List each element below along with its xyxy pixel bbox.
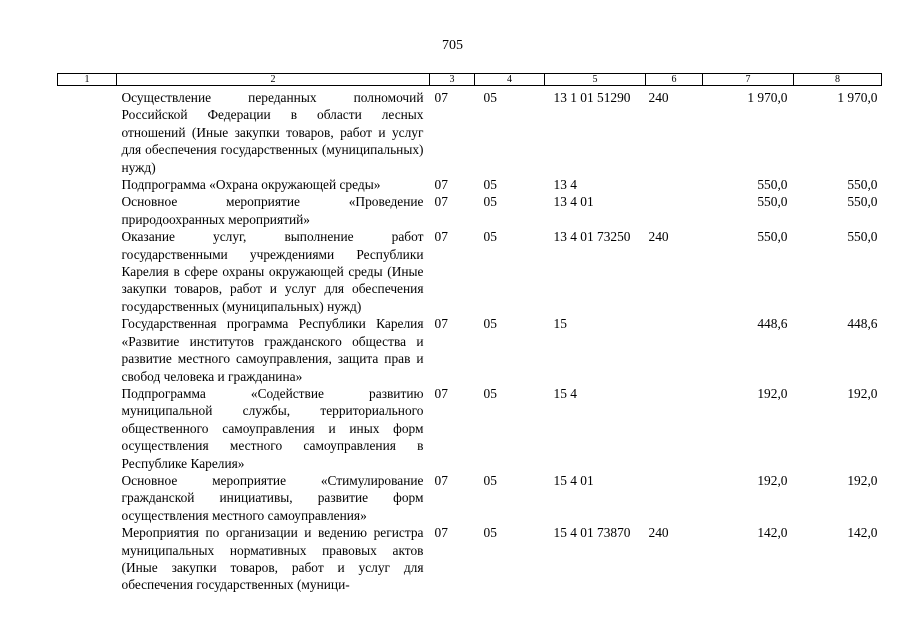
expense-name: Оказание услуг, выполнение работ государственными учреждениями Республики Карелия в сфере охраны окружающей среды (Иные закупки товаров, работ и услуг для обеспечения государственных (муниципальных) нужд) <box>121 229 424 314</box>
column-header-2: 2 <box>117 74 430 86</box>
amount-2: 550,0 <box>847 229 878 245</box>
subsection-code: 05 <box>483 229 497 245</box>
column-number-header <box>58 74 882 86</box>
blank-cell <box>58 524 117 594</box>
expense-name: Основное мероприятие «Стимулирование гражданской инициативы, развитие форм осуществления местного самоуправления» <box>121 472 424 523</box>
expense-type-code <box>646 193 703 228</box>
blank-cell <box>58 193 117 228</box>
column-header-3: 3 <box>430 74 475 86</box>
blank-cell <box>58 472 117 524</box>
table-row <box>58 193 882 228</box>
blank-cell <box>58 86 117 177</box>
amount-2: 550,0 <box>847 194 878 210</box>
amount-1: 142,0 <box>757 525 788 541</box>
section-code: 07 <box>434 525 448 541</box>
column-header-6: 6 <box>646 74 703 86</box>
table-row <box>58 315 882 385</box>
target-article-code: 13 1 01 51290 <box>553 90 631 105</box>
section-code: 07 <box>434 316 448 332</box>
target-article-code: 13 4 01 73250 <box>553 229 631 245</box>
expense-type-code <box>646 176 703 193</box>
blank-cell <box>58 176 117 193</box>
expense-name: Основное мероприятие «Проведение природоохранных мероприятий» <box>121 194 424 227</box>
target-article-code: 15 4 <box>553 385 577 401</box>
amount-1: 192,0 <box>757 385 788 401</box>
expense-type-code <box>646 385 703 472</box>
budget-table <box>57 73 882 594</box>
expense-name: Подпрограмма «Охрана окружающей среды» <box>121 177 381 193</box>
section-code: 07 <box>434 385 448 401</box>
expense-type-code: 240 <box>648 525 669 541</box>
column-header-4: 4 <box>475 74 545 86</box>
amount-1: 550,0 <box>757 177 788 193</box>
header-row <box>58 74 882 86</box>
expense-name: Подпрограмма «Содействие развитию муниципальной службы, территориального общественного самоуправления и иных форм осуществления местного самоуправления в Республике Карелия» <box>121 385 424 471</box>
amount-2: 550,0 <box>847 177 878 193</box>
amount-2: 142,0 <box>847 525 878 541</box>
subsection-code: 05 <box>483 316 497 332</box>
amount-1: 192,0 <box>757 472 788 488</box>
target-article-code: 13 4 01 <box>553 194 594 210</box>
subsection-code: 05 <box>483 385 497 401</box>
blank-cell <box>58 228 117 315</box>
expense-type-code: 240 <box>648 90 669 105</box>
column-header-1: 1 <box>58 74 117 86</box>
expense-name: Осуществление переданных полномочий Российской Федерации в области лесных отношений (Иные закупки товаров, работ и услуг для обеспечения государственных (муниципальных) нужд) <box>121 90 424 175</box>
expense-type-code <box>646 315 703 385</box>
column-header-8: 8 <box>794 74 882 86</box>
target-article-code: 13 4 <box>553 177 577 193</box>
expense-type-code: 240 <box>648 229 669 245</box>
amount-2: 1 970,0 <box>837 90 878 105</box>
amount-2: 192,0 <box>847 472 878 488</box>
target-article-code: 15 <box>553 316 567 332</box>
amount-1: 550,0 <box>757 229 788 245</box>
amount-2: 192,0 <box>847 385 878 401</box>
subsection-code: 05 <box>483 90 497 105</box>
subsection-code: 05 <box>483 525 497 541</box>
table-row <box>58 472 882 524</box>
section-code: 07 <box>434 177 448 193</box>
amount-2: 448,6 <box>847 316 878 332</box>
subsection-code: 05 <box>483 177 497 193</box>
expense-name: Государственная программа Республики Карелия «Развитие институтов гражданского общества и развитие местного самоуправления, защита прав и свобод человека и гражданина» <box>121 316 424 384</box>
table-row <box>58 176 882 193</box>
table-row <box>58 86 882 177</box>
page-number: 705 <box>442 38 463 53</box>
target-article-code: 15 4 01 73870 <box>553 525 631 541</box>
section-code: 07 <box>434 472 448 488</box>
amount-1: 550,0 <box>757 194 788 210</box>
amount-1: 448,6 <box>757 316 788 332</box>
subsection-code: 05 <box>483 194 497 210</box>
section-code: 07 <box>434 229 448 245</box>
expense-name: Мероприятия по организации и ведению регистра муниципальных нормативных правовых актов (Иные закупки товаров, работ и услуг для обеспечения государственных (муници- <box>121 525 424 593</box>
expense-type-code <box>646 472 703 524</box>
column-header-5: 5 <box>545 74 646 86</box>
table-row <box>58 228 882 315</box>
subsection-code: 05 <box>483 472 497 488</box>
column-header-7: 7 <box>703 74 794 86</box>
blank-cell <box>58 315 117 385</box>
blank-cell <box>58 385 117 472</box>
table-row <box>58 385 882 472</box>
section-code: 07 <box>434 194 448 210</box>
amount-1: 1 970,0 <box>747 90 788 105</box>
target-article-code: 15 4 01 <box>553 472 594 488</box>
section-code: 07 <box>434 90 448 105</box>
table-row <box>58 524 882 594</box>
